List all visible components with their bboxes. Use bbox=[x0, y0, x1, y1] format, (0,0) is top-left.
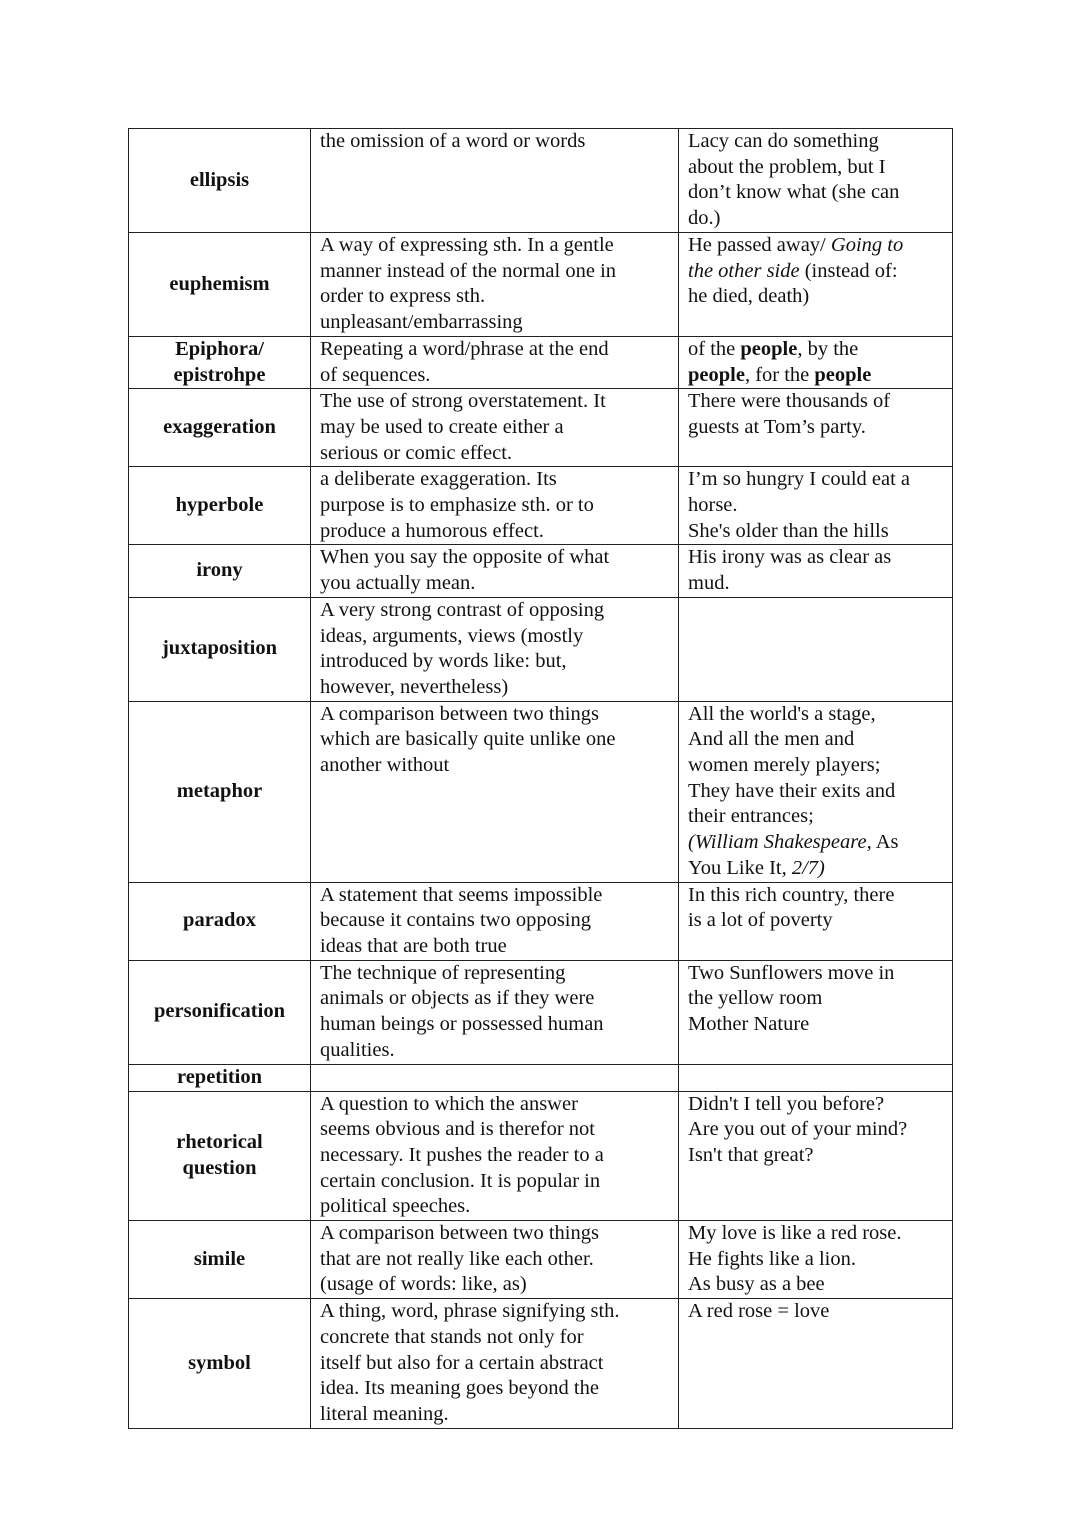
term-cell: Epiphora/ epistrohpe bbox=[129, 336, 311, 388]
example-cell bbox=[679, 1221, 953, 1299]
definition-cell: Repeating a word/phrase at the end of sequences. bbox=[311, 336, 679, 388]
example-text: of the bbox=[688, 337, 741, 360]
definition-cell: A comparison between two things which are basically quite unlike one another without bbox=[311, 701, 679, 882]
term-cell: rhetorical question bbox=[129, 1091, 311, 1221]
table-body bbox=[129, 129, 953, 1429]
table-row bbox=[129, 389, 953, 467]
definition-cell: A very strong contrast of opposing ideas, arguments, views (mostly introduced by words like: but, however, nevertheless) bbox=[311, 597, 679, 701]
term-cell: ellipsis bbox=[129, 129, 311, 233]
stylistic-devices-table bbox=[128, 128, 953, 1429]
example-text: His irony was as clear as mud. bbox=[688, 546, 892, 595]
table-row bbox=[129, 1299, 953, 1429]
definition-cell bbox=[311, 1064, 679, 1091]
table-row bbox=[129, 1064, 953, 1091]
term-cell: euphemism bbox=[129, 233, 311, 337]
term-cell: juxtaposition bbox=[129, 597, 311, 701]
term-cell: symbol bbox=[129, 1299, 311, 1429]
example-text: There were thousands of guests at Tom’s party. bbox=[688, 390, 891, 438]
term-cell: simile bbox=[129, 1221, 311, 1299]
table-row bbox=[129, 467, 953, 545]
example-text: Didn't I tell you before? Are you out of your mind? Isn't that great? bbox=[688, 1092, 908, 1166]
example-text: people bbox=[814, 363, 872, 386]
table-row bbox=[129, 1091, 953, 1221]
example-text: (instead of: he died, death) bbox=[688, 259, 898, 308]
example-text: Lacy can do something about the problem, but I don’t know what (she can do.) bbox=[688, 130, 900, 230]
definition-cell: The technique of representing animals or objects as if they were human beings or possessed human qualities. bbox=[311, 960, 679, 1064]
example-text: , 2/7) bbox=[781, 856, 825, 879]
definition-cell: When you say the opposite of what you actually mean. bbox=[311, 545, 679, 597]
example-text: All the world's a stage, And all the men and women merely players; They have their exits and their entrances; bbox=[688, 702, 896, 828]
table-row bbox=[129, 960, 953, 1064]
example-cell bbox=[679, 701, 953, 882]
definition-cell: A statement that seems impossible because it contains two opposing ideas that are both true bbox=[311, 882, 679, 960]
term-cell: paradox bbox=[129, 882, 311, 960]
example-cell bbox=[679, 467, 953, 545]
example-text: In this rich country, there is a lot of poverty bbox=[688, 883, 895, 932]
table-row bbox=[129, 1221, 953, 1299]
term-cell: metaphor bbox=[129, 701, 311, 882]
term-cell: irony bbox=[129, 545, 311, 597]
example-text: My love is like a red rose. He fights like a lion. As busy as a bee bbox=[688, 1222, 902, 1296]
example-text: people bbox=[740, 337, 798, 360]
example-text: A red rose = love bbox=[688, 1300, 830, 1323]
example-text: I’m so hungry I could eat a horse. She's older than the hills bbox=[688, 468, 911, 542]
term-cell: personification bbox=[129, 960, 311, 1064]
example-cell bbox=[679, 1299, 953, 1429]
term-cell: exaggeration bbox=[129, 389, 311, 467]
example-cell bbox=[679, 233, 953, 337]
example-text: , for the bbox=[744, 363, 815, 386]
definition-cell: A comparison between two things that are not really like each other. (usage of words: like, as) bbox=[311, 1221, 679, 1299]
table-row bbox=[129, 233, 953, 337]
example-cell bbox=[679, 545, 953, 597]
example-text: (William Shakespeare, bbox=[688, 831, 872, 854]
definition-cell: A thing, word, phrase signifying sth. concrete that stands not only for itself but also for a certain abstract idea. Its meaning goes beyond the literal meaning. bbox=[311, 1299, 679, 1429]
example-cell bbox=[679, 336, 953, 388]
definition-cell: the omission of a word or words bbox=[311, 129, 679, 233]
table-row bbox=[129, 336, 953, 388]
example-cell bbox=[679, 1091, 953, 1221]
example-text: As You Like It bbox=[688, 831, 899, 879]
example-text: Two Sunflowers move in the yellow room Mother Nature bbox=[688, 961, 895, 1036]
term-cell: repetition bbox=[129, 1064, 311, 1091]
example-cell bbox=[679, 882, 953, 960]
definition-cell: The use of strong overstatement. It may be used to create either a serious or comic effect. bbox=[311, 389, 679, 467]
table-row bbox=[129, 129, 953, 233]
definition-cell: A way of expressing sth. In a gentle manner instead of the normal one in order to express sth. unpleasant/embarrassing bbox=[311, 233, 679, 337]
term-cell: hyperbole bbox=[129, 467, 311, 545]
example-cell bbox=[679, 597, 953, 701]
example-cell bbox=[679, 129, 953, 233]
example-cell bbox=[679, 389, 953, 467]
table-row bbox=[129, 597, 953, 701]
table-row bbox=[129, 545, 953, 597]
example-text: Going to the other side bbox=[688, 234, 904, 282]
example-cell bbox=[679, 960, 953, 1064]
definition-cell: A question to which the answer seems obvious and is therefor not necessary. It pushes the reader to a certain conclusion. It is popular in political speeches. bbox=[311, 1091, 679, 1221]
example-text: He passed away/ bbox=[688, 234, 831, 256]
table-row bbox=[129, 701, 953, 882]
example-text: , by the bbox=[797, 337, 859, 360]
table-row bbox=[129, 882, 953, 960]
example-text: people bbox=[688, 363, 745, 386]
definition-cell: a deliberate exaggeration. Its purpose is to emphasize sth. or to produce a humorous effect. bbox=[311, 467, 679, 545]
example-cell bbox=[679, 1064, 953, 1091]
